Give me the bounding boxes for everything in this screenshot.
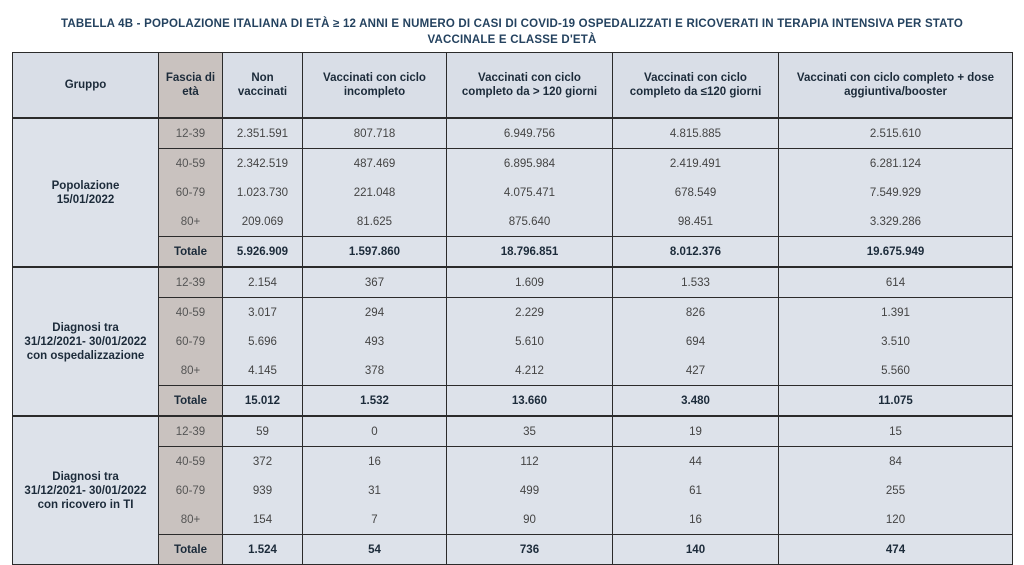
value-cell: 3.510 — [779, 327, 1013, 356]
value-cell: 6.895.984 — [447, 149, 613, 179]
total-value-cell: 13.660 — [447, 386, 613, 417]
total-row — [13, 535, 1013, 565]
header-completo-gt120: Vaccinati con ciclo completo da > 120 giorni — [447, 53, 613, 119]
value-cell: 2.419.491 — [613, 149, 779, 179]
value-cell: 372 — [223, 447, 303, 477]
value-cell: 120 — [779, 505, 1013, 535]
fascia-cell: 12-39 — [159, 416, 223, 447]
group-label: Diagnosi tra 31/12/2021- 30/01/2022 con ricovero in TI — [13, 416, 159, 565]
value-cell: 5.610 — [447, 327, 613, 356]
header-completo-le120: Vaccinati con ciclo completo da ≤120 giorni — [613, 53, 779, 119]
total-value-cell: 15.012 — [223, 386, 303, 417]
table-row — [13, 356, 1013, 386]
value-cell: 694 — [613, 327, 779, 356]
vaccination-table — [12, 52, 1013, 565]
total-value-cell: 1.597.860 — [303, 237, 447, 268]
total-value-cell: 140 — [613, 535, 779, 565]
value-cell: 7 — [303, 505, 447, 535]
value-cell: 84 — [779, 447, 1013, 477]
value-cell: 3.329.286 — [779, 207, 1013, 237]
table-row — [13, 298, 1013, 328]
header-fascia: Fascia di età — [159, 53, 223, 119]
group-label: Diagnosi tra 31/12/2021- 30/01/2022 con ospedalizzazione — [13, 267, 159, 416]
header-row — [13, 53, 1013, 119]
total-value-cell: 5.926.909 — [223, 237, 303, 268]
total-row — [13, 237, 1013, 268]
value-cell: 1.533 — [613, 267, 779, 298]
value-cell: 209.069 — [223, 207, 303, 237]
header-ciclo-incompleto: Vaccinati con ciclo incompleto — [303, 53, 447, 119]
value-cell: 2.154 — [223, 267, 303, 298]
table-title-line-2: VACCINALE E CLASSE D'ETÀ — [427, 34, 597, 46]
value-cell: 154 — [223, 505, 303, 535]
table-row — [13, 178, 1013, 207]
value-cell: 19 — [613, 416, 779, 447]
value-cell: 221.048 — [303, 178, 447, 207]
value-cell: 4.212 — [447, 356, 613, 386]
value-cell: 4.145 — [223, 356, 303, 386]
header-gruppo: Gruppo — [13, 53, 159, 119]
value-cell: 1.609 — [447, 267, 613, 298]
total-label: Totale — [159, 535, 223, 565]
value-cell: 31 — [303, 476, 447, 505]
value-cell: 98.451 — [613, 207, 779, 237]
total-label: Totale — [159, 386, 223, 417]
value-cell: 3.017 — [223, 298, 303, 328]
total-label: Totale — [159, 237, 223, 268]
table-row — [13, 267, 1013, 298]
value-cell: 4.075.471 — [447, 178, 613, 207]
value-cell: 499 — [447, 476, 613, 505]
value-cell: 493 — [303, 327, 447, 356]
table-row — [13, 149, 1013, 179]
total-value-cell: 3.480 — [613, 386, 779, 417]
fascia-cell: 60-79 — [159, 476, 223, 505]
value-cell: 35 — [447, 416, 613, 447]
value-cell: 614 — [779, 267, 1013, 298]
fascia-cell: 60-79 — [159, 178, 223, 207]
value-cell: 15 — [779, 416, 1013, 447]
fascia-cell: 80+ — [159, 207, 223, 237]
total-row — [13, 386, 1013, 417]
fascia-cell: 12-39 — [159, 267, 223, 298]
value-cell: 44 — [613, 447, 779, 477]
total-value-cell: 18.796.851 — [447, 237, 613, 268]
value-cell: 1.391 — [779, 298, 1013, 328]
value-cell: 1.023.730 — [223, 178, 303, 207]
total-value-cell: 54 — [303, 535, 447, 565]
value-cell: 0 — [303, 416, 447, 447]
table-row — [13, 207, 1013, 237]
table-row — [13, 447, 1013, 477]
value-cell: 427 — [613, 356, 779, 386]
table-title-line-1: TABELLA 4B - POPOLAZIONE ITALIANA DI ETÀ ≥ 12 ANNI E NUMERO DI CASI DI COVID-19 OSPEDALIZZATI E RICOVERATI IN TERAPIA INTENSIVA PER STATO — [60, 18, 963, 30]
value-cell: 112 — [447, 447, 613, 477]
fascia-cell: 40-59 — [159, 149, 223, 179]
value-cell: 81.625 — [303, 207, 447, 237]
table-row — [13, 476, 1013, 505]
header-booster: Vaccinati con ciclo completo + dose aggiuntiva/booster — [779, 53, 1013, 119]
group-label: Popolazione 15/01/2022 — [13, 118, 159, 267]
value-cell: 16 — [613, 505, 779, 535]
table-row — [13, 118, 1013, 149]
value-cell: 826 — [613, 298, 779, 328]
fascia-cell: 40-59 — [159, 298, 223, 328]
table-row — [13, 505, 1013, 535]
total-value-cell: 1.532 — [303, 386, 447, 417]
value-cell: 16 — [303, 447, 447, 477]
value-cell: 255 — [779, 476, 1013, 505]
total-value-cell: 11.075 — [779, 386, 1013, 417]
value-cell: 2.229 — [447, 298, 613, 328]
fascia-cell: 60-79 — [159, 327, 223, 356]
value-cell: 807.718 — [303, 118, 447, 149]
fascia-cell: 12-39 — [159, 118, 223, 149]
total-value-cell: 474 — [779, 535, 1013, 565]
value-cell: 6.281.124 — [779, 149, 1013, 179]
value-cell: 2.515.610 — [779, 118, 1013, 149]
table-row — [13, 416, 1013, 447]
value-cell: 367 — [303, 267, 447, 298]
value-cell: 4.815.885 — [613, 118, 779, 149]
value-cell: 939 — [223, 476, 303, 505]
value-cell: 378 — [303, 356, 447, 386]
value-cell: 678.549 — [613, 178, 779, 207]
total-value-cell: 19.675.949 — [779, 237, 1013, 268]
fascia-cell: 40-59 — [159, 447, 223, 477]
total-value-cell: 8.012.376 — [613, 237, 779, 268]
value-cell: 59 — [223, 416, 303, 447]
fascia-cell: 80+ — [159, 505, 223, 535]
total-value-cell: 736 — [447, 535, 613, 565]
table-title — [8, 16, 1016, 48]
value-cell: 487.469 — [303, 149, 447, 179]
value-cell: 61 — [613, 476, 779, 505]
value-cell: 5.560 — [779, 356, 1013, 386]
value-cell: 875.640 — [447, 207, 613, 237]
value-cell: 7.549.929 — [779, 178, 1013, 207]
header-non-vaccinati: Non vaccinati — [223, 53, 303, 119]
value-cell: 90 — [447, 505, 613, 535]
value-cell: 5.696 — [223, 327, 303, 356]
value-cell: 294 — [303, 298, 447, 328]
total-value-cell: 1.524 — [223, 535, 303, 565]
table-row — [13, 327, 1013, 356]
value-cell: 2.351.591 — [223, 118, 303, 149]
value-cell: 6.949.756 — [447, 118, 613, 149]
fascia-cell: 80+ — [159, 356, 223, 386]
value-cell: 2.342.519 — [223, 149, 303, 179]
